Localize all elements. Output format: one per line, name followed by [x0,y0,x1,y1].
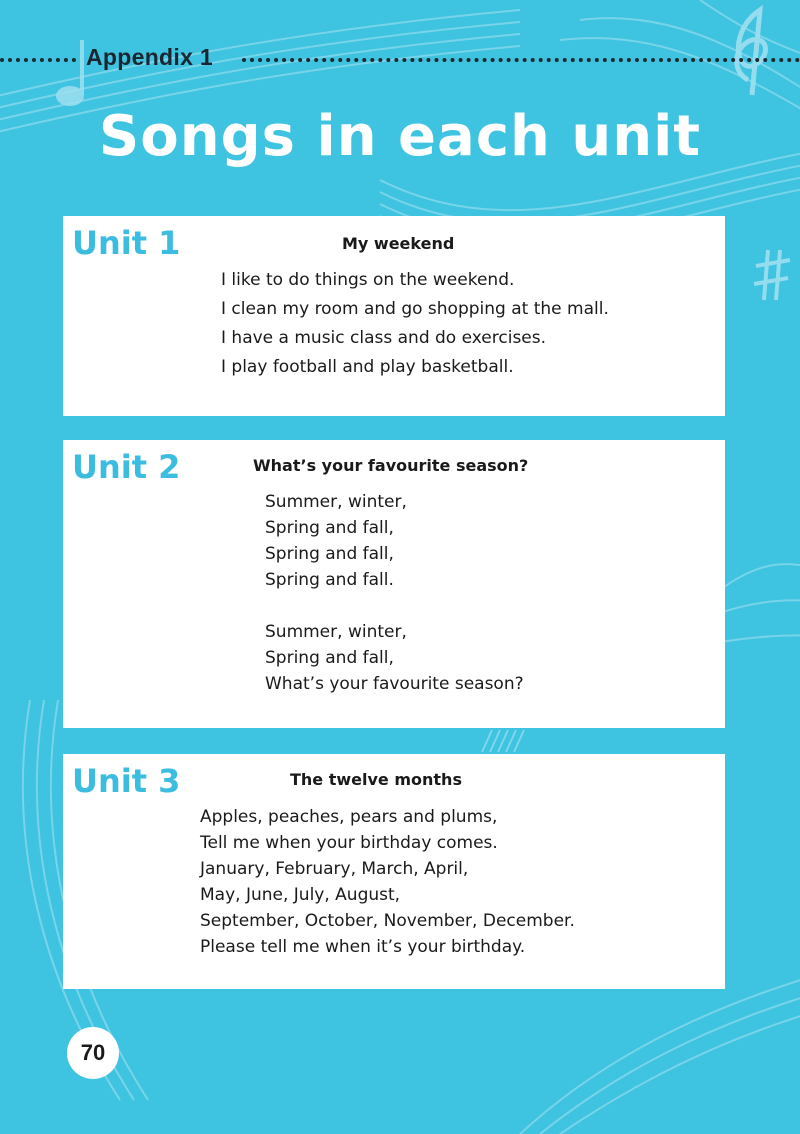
lyric-line: Tell me when your birthday comes. [200,833,498,853]
appendix-header [0,44,800,74]
lyric-line: September, October, November, December. [200,911,575,931]
stanza-break [265,593,524,619]
lyric-line: Spring and fall, [265,544,394,564]
lyric-line: I like to do things on the weekend. [221,270,515,290]
lyrics [221,266,609,382]
unit-3-card [63,754,725,989]
lyric-line: May, June, July, August, [200,885,401,905]
lyrics [265,489,524,697]
song-title: The twelve months [290,770,462,789]
unit-2-card [63,440,725,728]
unit-label: Unit 1 [72,224,181,262]
sharp-icon [754,250,790,300]
page-number: 70 [67,1027,119,1079]
unit-label: Unit 3 [72,762,181,800]
song-title: My weekend [342,234,455,253]
lyric-line: Summer, winter, [265,622,407,642]
lyric-line: I clean my room and go shopping at the mall. [221,299,609,319]
lyric-line: Summer, winter, [265,492,407,512]
unit-1-card [63,216,725,416]
lyric-line: Apples, peaches, pears and plums, [200,807,498,827]
page-title: Songs in each unit [98,104,702,169]
lyrics [200,804,575,960]
lyric-line: January, February, March, April, [200,859,469,879]
lyric-line: I have a music class and do exercises. [221,328,547,348]
appendix-label: Appendix 1 [86,44,213,70]
lyric-line: What’s your favourite season? [265,674,524,694]
lyric-line: Spring and fall. [265,570,394,590]
lyric-line: Please tell me when it’s your birthday. [200,937,526,957]
unit-label: Unit 2 [72,448,181,486]
dotted-divider [0,58,76,62]
lyric-line: I play football and play basketball. [221,357,514,377]
song-title: What’s your favourite season? [253,456,529,475]
dotted-divider [242,58,800,62]
lyric-line: Spring and fall, [265,648,394,668]
lyric-line: Spring and fall, [265,518,394,538]
